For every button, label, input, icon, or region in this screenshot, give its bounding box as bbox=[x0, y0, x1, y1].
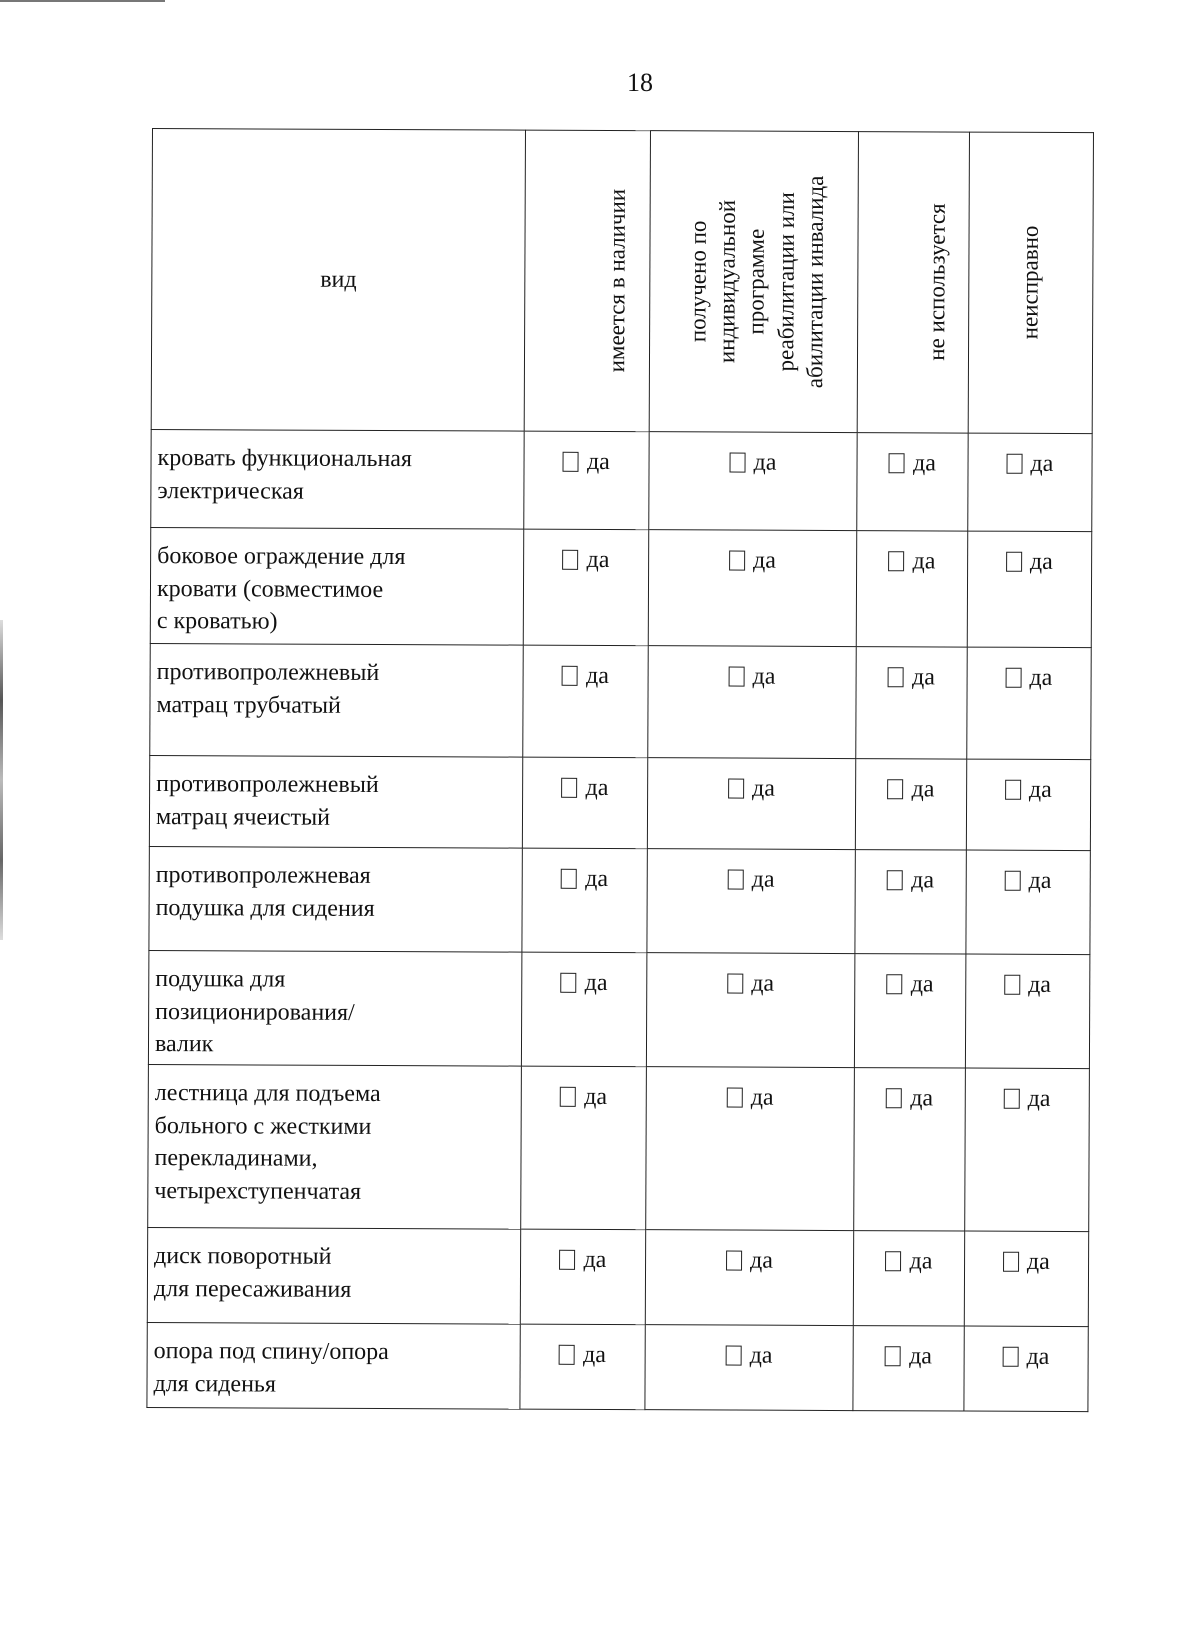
checkbox-label: да bbox=[753, 449, 777, 476]
checkbox-square-icon[interactable] bbox=[561, 973, 577, 993]
checkbox-label: да bbox=[584, 1083, 608, 1110]
row-name: диск поворотный для пересаживания bbox=[147, 1227, 521, 1324]
checkbox-square-icon[interactable] bbox=[563, 550, 579, 570]
table-row bbox=[149, 755, 1090, 850]
cell-received-ipra bbox=[644, 1325, 853, 1411]
row-name: подушка для позиционирования/ валик bbox=[148, 950, 522, 1066]
checkbox-square-icon[interactable] bbox=[560, 1087, 576, 1107]
checkbox-option-faulty[interactable] bbox=[1004, 973, 1051, 997]
cell-available bbox=[524, 431, 649, 530]
checkbox-option-not-used[interactable] bbox=[889, 451, 936, 475]
checkbox-option-faulty[interactable] bbox=[1004, 1087, 1051, 1111]
checkbox-option-received-ipra[interactable] bbox=[729, 665, 776, 689]
cell-faulty bbox=[965, 850, 1090, 955]
checkbox-label: да bbox=[1030, 450, 1054, 477]
header-not-used-label: не используется bbox=[924, 203, 951, 362]
checkbox-option-available[interactable] bbox=[561, 867, 608, 891]
checkbox-label: да bbox=[751, 970, 775, 997]
checkbox-option-faulty[interactable] bbox=[1005, 666, 1052, 690]
checkbox-square-icon[interactable] bbox=[1004, 975, 1020, 995]
checkbox-square-icon[interactable] bbox=[1006, 552, 1022, 572]
checkbox-square-icon[interactable] bbox=[562, 778, 578, 798]
checkbox-option-not-used[interactable] bbox=[889, 549, 936, 573]
checkbox-label: да bbox=[1027, 1085, 1051, 1112]
cell-available bbox=[523, 757, 648, 849]
checkbox-square-icon[interactable] bbox=[559, 1250, 575, 1270]
checkbox-square-icon[interactable] bbox=[727, 974, 743, 994]
cell-available bbox=[522, 952, 647, 1067]
checkbox-square-icon[interactable] bbox=[729, 667, 745, 687]
table-row bbox=[147, 1322, 1088, 1411]
checkbox-label: да bbox=[910, 1085, 934, 1112]
table-row bbox=[151, 429, 1092, 531]
checkbox-label: да bbox=[752, 775, 776, 802]
checkbox-square-icon[interactable] bbox=[1006, 454, 1022, 474]
cell-received-ipra bbox=[646, 849, 855, 954]
row-name: лестница для подъема больного с жесткими перекладинами, четырехступенчатая bbox=[148, 1064, 522, 1229]
cell-faulty bbox=[966, 647, 1091, 760]
checkbox-label: да bbox=[912, 664, 936, 691]
checkbox-option-faulty[interactable] bbox=[1006, 550, 1053, 574]
checkbox-option-faulty[interactable] bbox=[1002, 1345, 1049, 1369]
checkbox-label: да bbox=[1029, 548, 1053, 575]
checkbox-label: да bbox=[586, 546, 610, 573]
cell-received-ipra bbox=[647, 646, 856, 759]
checkbox-label: да bbox=[911, 867, 935, 894]
checkbox-square-icon[interactable] bbox=[727, 1088, 743, 1108]
checkbox-square-icon[interactable] bbox=[728, 779, 744, 799]
checkbox-label: да bbox=[1026, 1248, 1050, 1275]
checkbox-label: да bbox=[1029, 664, 1053, 691]
checkbox-label: да bbox=[585, 662, 609, 689]
table-row bbox=[150, 527, 1091, 647]
header-type-label: вид bbox=[320, 266, 357, 293]
checkbox-option-not-used[interactable] bbox=[888, 777, 935, 801]
row-name: боковое ограждение для кровати (совместимое с кроватью) bbox=[150, 527, 524, 645]
cell-available bbox=[522, 848, 647, 953]
checkbox-label: да bbox=[912, 548, 936, 575]
scan-artifact-edge bbox=[0, 620, 3, 940]
table-row bbox=[147, 1227, 1088, 1326]
checkbox-option-available[interactable] bbox=[562, 664, 609, 688]
checkbox-label: да bbox=[585, 865, 609, 892]
checkbox-square-icon[interactable] bbox=[726, 1346, 742, 1366]
checkbox-option-not-used[interactable] bbox=[888, 665, 935, 689]
checkbox-option-received-ipra[interactable] bbox=[727, 1086, 774, 1110]
checkbox-option-not-used[interactable] bbox=[887, 868, 934, 892]
cell-received-ipra bbox=[648, 432, 857, 531]
table-row bbox=[149, 846, 1090, 954]
checkbox-option-not-used[interactable] bbox=[886, 1086, 933, 1110]
cell-received-ipra bbox=[645, 1230, 854, 1326]
checkbox-option-received-ipra[interactable] bbox=[728, 868, 775, 892]
checkbox-square-icon[interactable] bbox=[559, 1345, 575, 1365]
checkbox-option-available[interactable] bbox=[559, 1248, 606, 1272]
checkbox-square-icon[interactable] bbox=[888, 779, 904, 799]
checkbox-option-available[interactable] bbox=[562, 776, 609, 800]
checkbox-label: да bbox=[753, 547, 777, 574]
checkbox-option-available[interactable] bbox=[563, 548, 610, 572]
checkbox-option-received-ipra[interactable] bbox=[726, 1249, 773, 1273]
checkbox-label: да bbox=[583, 1246, 607, 1273]
cell-available bbox=[520, 1324, 645, 1410]
checkbox-label: да bbox=[583, 1341, 607, 1368]
row-name: кровать функциональная электрическая bbox=[151, 429, 525, 529]
checkbox-label: да bbox=[911, 776, 935, 803]
cell-available bbox=[523, 529, 648, 646]
checkbox-square-icon[interactable] bbox=[886, 1088, 902, 1108]
cell-received-ipra bbox=[646, 953, 855, 1068]
checkbox-square-icon[interactable] bbox=[729, 551, 745, 571]
checkbox-label: да bbox=[912, 450, 936, 477]
row-name: опора под спину/опора для сиденья bbox=[147, 1322, 521, 1409]
cell-faulty bbox=[964, 1068, 1089, 1232]
checkbox-square-icon[interactable] bbox=[889, 551, 905, 571]
checkbox-square-icon[interactable] bbox=[1005, 668, 1021, 688]
cell-not-used bbox=[854, 1231, 965, 1326]
checkbox-label: да bbox=[1028, 776, 1052, 803]
checkbox-option-faulty[interactable] bbox=[1005, 869, 1052, 893]
checkbox-option-received-ipra[interactable] bbox=[726, 1344, 773, 1368]
checkbox-option-available[interactable] bbox=[563, 450, 610, 474]
checkbox-square-icon[interactable] bbox=[885, 1346, 901, 1366]
checkbox-square-icon[interactable] bbox=[563, 452, 579, 472]
row-name: противопролежневая подушка для сидения bbox=[149, 846, 523, 952]
checkbox-square-icon[interactable] bbox=[726, 1251, 742, 1271]
header-received-ipra bbox=[649, 131, 859, 433]
checkbox-square-icon[interactable] bbox=[1002, 1347, 1018, 1367]
cell-not-used bbox=[856, 759, 967, 850]
checkbox-option-available[interactable] bbox=[561, 971, 608, 995]
header-type bbox=[151, 129, 525, 432]
header-available-label: имеется в наличии bbox=[604, 189, 631, 373]
checkbox-option-received-ipra[interactable] bbox=[729, 451, 776, 475]
cell-faulty bbox=[967, 531, 1092, 648]
checkbox-label: да bbox=[750, 1084, 774, 1111]
header-faulty bbox=[968, 132, 1094, 434]
cell-not-used bbox=[856, 647, 967, 759]
header-row bbox=[151, 129, 1093, 434]
cell-received-ipra bbox=[647, 758, 856, 850]
checkbox-label: да bbox=[751, 866, 775, 893]
checkbox-square-icon[interactable] bbox=[1005, 871, 1021, 891]
checkbox-label: да bbox=[1028, 867, 1052, 894]
scan-artifact-line bbox=[0, 0, 165, 2]
checkbox-label: да bbox=[1028, 971, 1052, 998]
checkbox-square-icon[interactable] bbox=[1003, 1252, 1019, 1272]
checkbox-label: да bbox=[585, 774, 609, 801]
table-row bbox=[150, 643, 1091, 759]
table-row bbox=[148, 1064, 1090, 1231]
checkbox-option-received-ipra[interactable] bbox=[729, 549, 776, 573]
header-received-ipra-label: получено по индивидуальной программе реабилитации или абилитации инвалида bbox=[684, 175, 828, 389]
checkbox-square-icon[interactable] bbox=[887, 870, 903, 890]
cell-faulty bbox=[963, 1326, 1088, 1412]
checkbox-option-not-used[interactable] bbox=[885, 1249, 932, 1273]
cell-received-ipra bbox=[645, 1067, 854, 1231]
cell-faulty bbox=[965, 954, 1090, 1069]
checkbox-option-faulty[interactable] bbox=[1006, 452, 1053, 476]
equipment-table bbox=[146, 128, 1094, 1412]
checkbox-label: да bbox=[584, 969, 608, 996]
cell-faulty bbox=[966, 759, 1091, 851]
checkbox-option-available[interactable] bbox=[559, 1343, 606, 1367]
checkbox-label: да bbox=[749, 1342, 773, 1369]
checkbox-label: да bbox=[1026, 1343, 1050, 1370]
checkbox-option-not-used[interactable] bbox=[885, 1344, 932, 1368]
checkbox-option-received-ipra[interactable] bbox=[727, 972, 774, 996]
checkbox-label: да bbox=[909, 1343, 933, 1370]
header-not-used bbox=[857, 132, 969, 433]
checkbox-square-icon[interactable] bbox=[888, 667, 904, 687]
cell-available bbox=[520, 1229, 645, 1325]
cell-faulty bbox=[964, 1231, 1089, 1327]
checkbox-label: да bbox=[586, 448, 610, 476]
checkbox-option-not-used[interactable] bbox=[887, 972, 934, 996]
cell-available bbox=[521, 1066, 646, 1230]
cell-not-used bbox=[855, 850, 966, 954]
checkbox-square-icon[interactable] bbox=[729, 453, 745, 473]
checkbox-option-received-ipra[interactable] bbox=[728, 777, 775, 801]
cell-faulty bbox=[967, 433, 1092, 532]
checkbox-square-icon[interactable] bbox=[889, 453, 905, 473]
cell-available bbox=[523, 645, 648, 758]
checkbox-option-faulty[interactable] bbox=[1003, 1250, 1050, 1274]
table-row bbox=[148, 950, 1089, 1068]
row-name: противопролежневый матрац трубчатый bbox=[150, 643, 524, 757]
page-number: 18 bbox=[627, 68, 653, 97]
header-faulty-label: неисправно bbox=[1017, 225, 1044, 340]
cell-not-used bbox=[856, 531, 967, 647]
checkbox-option-faulty[interactable] bbox=[1005, 778, 1052, 802]
checkbox-option-available[interactable] bbox=[560, 1085, 607, 1109]
checkbox-label: да bbox=[909, 1248, 933, 1275]
checkbox-square-icon[interactable] bbox=[561, 869, 577, 889]
checkbox-square-icon[interactable] bbox=[562, 666, 578, 686]
checkbox-square-icon[interactable] bbox=[885, 1251, 901, 1271]
checkbox-label: да bbox=[749, 1247, 773, 1274]
checkbox-square-icon[interactable] bbox=[728, 870, 744, 890]
cell-not-used bbox=[854, 1068, 965, 1231]
checkbox-label: да bbox=[752, 663, 776, 690]
checkbox-label: да bbox=[910, 971, 934, 998]
checkbox-square-icon[interactable] bbox=[1005, 780, 1021, 800]
row-name: противопролежневый матрац ячеистый bbox=[149, 755, 523, 848]
header-available bbox=[524, 130, 650, 432]
checkbox-square-icon[interactable] bbox=[1004, 1089, 1020, 1109]
cell-not-used bbox=[853, 1326, 964, 1411]
cell-not-used bbox=[857, 433, 968, 531]
cell-not-used bbox=[855, 954, 966, 1068]
cell-received-ipra bbox=[648, 530, 857, 647]
checkbox-square-icon[interactable] bbox=[887, 974, 903, 994]
